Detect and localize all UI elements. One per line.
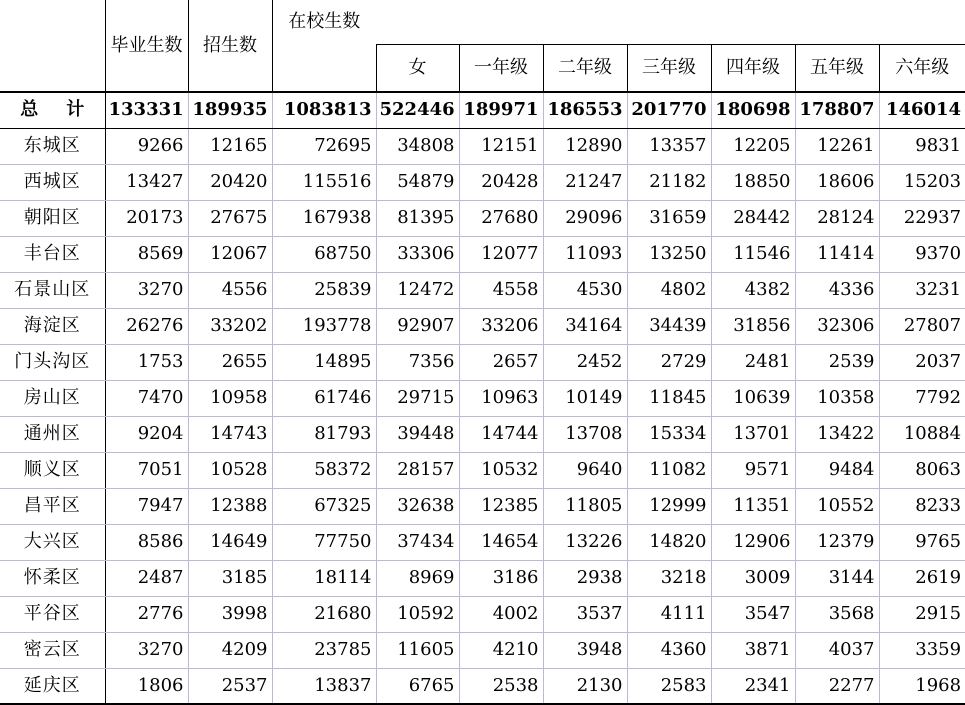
table-cell: 2729 bbox=[627, 344, 711, 380]
table-cell: 10149 bbox=[543, 380, 627, 416]
district-name: 海淀区 bbox=[0, 308, 105, 344]
table-cell: 2341 bbox=[711, 668, 795, 704]
table-cell: 4530 bbox=[543, 272, 627, 308]
district-name: 门头沟区 bbox=[0, 344, 105, 380]
table-cell: 21680 bbox=[272, 596, 376, 632]
district-name: 丰台区 bbox=[0, 236, 105, 272]
table-cell: 14820 bbox=[627, 524, 711, 560]
table-cell: 13427 bbox=[105, 164, 188, 200]
table-cell: 12472 bbox=[376, 272, 459, 308]
district-name: 平谷区 bbox=[0, 596, 105, 632]
table-cell: 14743 bbox=[188, 416, 272, 452]
table-cell: 3144 bbox=[795, 560, 879, 596]
table-cell: 2776 bbox=[105, 596, 188, 632]
table-cell: 10963 bbox=[459, 380, 543, 416]
table-cell: 81395 bbox=[376, 200, 459, 236]
table-cell: 25839 bbox=[272, 272, 376, 308]
table-row bbox=[0, 668, 965, 704]
table-cell: 18850 bbox=[711, 164, 795, 200]
table-row bbox=[0, 272, 965, 308]
table-cell: 15334 bbox=[627, 416, 711, 452]
table-cell: 11805 bbox=[543, 488, 627, 524]
table-cell: 39448 bbox=[376, 416, 459, 452]
table-cell: 3218 bbox=[627, 560, 711, 596]
table-cell: 167938 bbox=[272, 200, 376, 236]
table-cell: 2130 bbox=[543, 668, 627, 704]
table-cell: 2277 bbox=[795, 668, 879, 704]
table-cell: 3359 bbox=[879, 632, 965, 668]
table-row bbox=[0, 200, 965, 236]
table-cell: 13226 bbox=[543, 524, 627, 560]
table-cell: 11414 bbox=[795, 236, 879, 272]
table-cell: 18606 bbox=[795, 164, 879, 200]
table-cell: 9831 bbox=[879, 128, 965, 164]
table-cell: 34808 bbox=[376, 128, 459, 164]
table-cell: 4037 bbox=[795, 632, 879, 668]
table-row bbox=[0, 416, 965, 452]
header-grade4: 四年级 bbox=[711, 45, 795, 93]
table-row bbox=[0, 560, 965, 596]
total-cell: 178807 bbox=[795, 92, 879, 128]
header-graduates: 毕业生数 bbox=[105, 0, 188, 92]
table-cell: 13701 bbox=[711, 416, 795, 452]
table-cell: 12388 bbox=[188, 488, 272, 524]
table-cell: 54879 bbox=[376, 164, 459, 200]
table-cell: 12165 bbox=[188, 128, 272, 164]
header-grade5: 五年级 bbox=[795, 45, 879, 93]
table-cell: 9571 bbox=[711, 452, 795, 488]
table-cell: 8569 bbox=[105, 236, 188, 272]
district-name: 怀柔区 bbox=[0, 560, 105, 596]
table-cell: 3537 bbox=[543, 596, 627, 632]
table-cell: 11845 bbox=[627, 380, 711, 416]
table-cell: 37434 bbox=[376, 524, 459, 560]
table-row bbox=[0, 452, 965, 488]
header-grade1: 一年级 bbox=[459, 45, 543, 93]
table-cell: 10884 bbox=[879, 416, 965, 452]
table-cell: 28124 bbox=[795, 200, 879, 236]
total-cell: 189935 bbox=[188, 92, 272, 128]
table-cell: 4210 bbox=[459, 632, 543, 668]
table-cell: 33306 bbox=[376, 236, 459, 272]
header-in-school: 在校生数 bbox=[288, 11, 361, 33]
table-cell: 14654 bbox=[459, 524, 543, 560]
table-cell: 67325 bbox=[272, 488, 376, 524]
table-cell: 29096 bbox=[543, 200, 627, 236]
table-cell: 4360 bbox=[627, 632, 711, 668]
table-cell: 3270 bbox=[105, 632, 188, 668]
table-cell: 2537 bbox=[188, 668, 272, 704]
table-cell: 15203 bbox=[879, 164, 965, 200]
table-cell: 23785 bbox=[272, 632, 376, 668]
table-cell: 81793 bbox=[272, 416, 376, 452]
table-cell: 3547 bbox=[711, 596, 795, 632]
table-cell: 1753 bbox=[105, 344, 188, 380]
table-cell: 1806 bbox=[105, 668, 188, 704]
table-cell: 2487 bbox=[105, 560, 188, 596]
table-cell: 8586 bbox=[105, 524, 188, 560]
table-cell: 7470 bbox=[105, 380, 188, 416]
table-cell: 2938 bbox=[543, 560, 627, 596]
table-cell: 27680 bbox=[459, 200, 543, 236]
table-cell: 2583 bbox=[627, 668, 711, 704]
table-cell: 34164 bbox=[543, 308, 627, 344]
table-cell: 14649 bbox=[188, 524, 272, 560]
table-row bbox=[0, 128, 965, 164]
table-row bbox=[0, 488, 965, 524]
table-cell: 72695 bbox=[272, 128, 376, 164]
table-cell: 10532 bbox=[459, 452, 543, 488]
table-cell: 31659 bbox=[627, 200, 711, 236]
table-row bbox=[0, 380, 965, 416]
table-cell: 193778 bbox=[272, 308, 376, 344]
table-cell: 12999 bbox=[627, 488, 711, 524]
header-group-spacer bbox=[376, 0, 965, 45]
table-row bbox=[0, 524, 965, 560]
header-female: 女 bbox=[376, 45, 459, 93]
table-cell: 3871 bbox=[711, 632, 795, 668]
table-cell: 7051 bbox=[105, 452, 188, 488]
table-cell: 3231 bbox=[879, 272, 965, 308]
table-cell: 2538 bbox=[459, 668, 543, 704]
table-cell: 68750 bbox=[272, 236, 376, 272]
district-name: 房山区 bbox=[0, 380, 105, 416]
table-cell: 11093 bbox=[543, 236, 627, 272]
table-cell: 20173 bbox=[105, 200, 188, 236]
table-cell: 92907 bbox=[376, 308, 459, 344]
total-label-cell bbox=[0, 92, 105, 128]
table-cell: 33202 bbox=[188, 308, 272, 344]
table-cell: 8063 bbox=[879, 452, 965, 488]
table-cell: 12906 bbox=[711, 524, 795, 560]
table-cell: 2452 bbox=[543, 344, 627, 380]
table-cell: 3998 bbox=[188, 596, 272, 632]
table-cell: 14895 bbox=[272, 344, 376, 380]
total-cell: 522446 bbox=[376, 92, 459, 128]
table-cell: 34439 bbox=[627, 308, 711, 344]
table-cell: 3186 bbox=[459, 560, 543, 596]
district-name: 西城区 bbox=[0, 164, 105, 200]
table-cell: 11546 bbox=[711, 236, 795, 272]
total-row bbox=[0, 92, 965, 128]
total-cell: 1083813 bbox=[272, 92, 376, 128]
table-cell: 10958 bbox=[188, 380, 272, 416]
table-cell: 4002 bbox=[459, 596, 543, 632]
table-cell: 12151 bbox=[459, 128, 543, 164]
table-cell: 7792 bbox=[879, 380, 965, 416]
table-cell: 10639 bbox=[711, 380, 795, 416]
table-cell: 13357 bbox=[627, 128, 711, 164]
table-cell: 6765 bbox=[376, 668, 459, 704]
table-cell: 31856 bbox=[711, 308, 795, 344]
table-cell: 21247 bbox=[543, 164, 627, 200]
table-body bbox=[0, 92, 965, 704]
table-cell: 2481 bbox=[711, 344, 795, 380]
table-cell: 4111 bbox=[627, 596, 711, 632]
corner-cell bbox=[0, 0, 105, 92]
table-cell: 61746 bbox=[272, 380, 376, 416]
table-cell: 11351 bbox=[711, 488, 795, 524]
table-cell: 14744 bbox=[459, 416, 543, 452]
table-cell: 7947 bbox=[105, 488, 188, 524]
table-cell: 8233 bbox=[879, 488, 965, 524]
table-cell: 12890 bbox=[543, 128, 627, 164]
table-cell: 9640 bbox=[543, 452, 627, 488]
table-cell: 9765 bbox=[879, 524, 965, 560]
district-name: 东城区 bbox=[0, 128, 105, 164]
total-cell: 146014 bbox=[879, 92, 965, 128]
table-cell: 11605 bbox=[376, 632, 459, 668]
table-cell: 13708 bbox=[543, 416, 627, 452]
table-cell: 3270 bbox=[105, 272, 188, 308]
total-label: 总 计 bbox=[20, 99, 85, 121]
table-cell: 12385 bbox=[459, 488, 543, 524]
table-row bbox=[0, 596, 965, 632]
table-cell: 11082 bbox=[627, 452, 711, 488]
total-cell: 189971 bbox=[459, 92, 543, 128]
total-cell: 133331 bbox=[105, 92, 188, 128]
table-cell: 4802 bbox=[627, 272, 711, 308]
table-cell: 1968 bbox=[879, 668, 965, 704]
table-cell: 4209 bbox=[188, 632, 272, 668]
table-cell: 77750 bbox=[272, 524, 376, 560]
table-row bbox=[0, 308, 965, 344]
table-cell: 3009 bbox=[711, 560, 795, 596]
total-cell: 186553 bbox=[543, 92, 627, 128]
table-cell: 2619 bbox=[879, 560, 965, 596]
table-cell: 21182 bbox=[627, 164, 711, 200]
total-cell: 201770 bbox=[627, 92, 711, 128]
district-name: 延庆区 bbox=[0, 668, 105, 704]
table-cell: 3568 bbox=[795, 596, 879, 632]
table-cell: 13250 bbox=[627, 236, 711, 272]
table-cell: 2037 bbox=[879, 344, 965, 380]
header-grade2: 二年级 bbox=[543, 45, 627, 93]
table-cell: 20420 bbox=[188, 164, 272, 200]
table-cell: 12261 bbox=[795, 128, 879, 164]
table-cell: 10592 bbox=[376, 596, 459, 632]
table-cell: 4336 bbox=[795, 272, 879, 308]
table-cell: 26276 bbox=[105, 308, 188, 344]
total-cell: 180698 bbox=[711, 92, 795, 128]
district-name: 朝阳区 bbox=[0, 200, 105, 236]
table-cell: 12077 bbox=[459, 236, 543, 272]
table-cell: 32306 bbox=[795, 308, 879, 344]
table-cell: 33206 bbox=[459, 308, 543, 344]
table-cell: 8969 bbox=[376, 560, 459, 596]
table-cell: 4558 bbox=[459, 272, 543, 308]
table-cell: 13837 bbox=[272, 668, 376, 704]
table-cell: 13422 bbox=[795, 416, 879, 452]
table-cell: 18114 bbox=[272, 560, 376, 596]
table-cell: 7356 bbox=[376, 344, 459, 380]
table-cell: 10552 bbox=[795, 488, 879, 524]
table-cell: 12379 bbox=[795, 524, 879, 560]
table-cell: 4382 bbox=[711, 272, 795, 308]
table-row bbox=[0, 164, 965, 200]
table-cell: 27807 bbox=[879, 308, 965, 344]
table-cell: 29715 bbox=[376, 380, 459, 416]
table-cell: 4556 bbox=[188, 272, 272, 308]
district-name: 密云区 bbox=[0, 632, 105, 668]
table-cell: 9370 bbox=[879, 236, 965, 272]
table-cell: 10358 bbox=[795, 380, 879, 416]
table-cell: 28442 bbox=[711, 200, 795, 236]
table-cell: 2655 bbox=[188, 344, 272, 380]
header-in-school-spacer bbox=[272, 45, 376, 93]
table-cell: 12205 bbox=[711, 128, 795, 164]
table-row bbox=[0, 236, 965, 272]
table-cell: 32638 bbox=[376, 488, 459, 524]
table-cell: 22937 bbox=[879, 200, 965, 236]
table-cell: 2657 bbox=[459, 344, 543, 380]
header-grade6: 六年级 bbox=[879, 45, 965, 93]
table-cell: 2539 bbox=[795, 344, 879, 380]
district-name: 顺义区 bbox=[0, 452, 105, 488]
table-cell: 9484 bbox=[795, 452, 879, 488]
district-name: 昌平区 bbox=[0, 488, 105, 524]
table-row bbox=[0, 632, 965, 668]
table-cell: 9204 bbox=[105, 416, 188, 452]
header-grade3: 三年级 bbox=[627, 45, 711, 93]
table-cell: 3948 bbox=[543, 632, 627, 668]
table-cell: 10528 bbox=[188, 452, 272, 488]
table-cell: 28157 bbox=[376, 452, 459, 488]
table-cell: 12067 bbox=[188, 236, 272, 272]
table-cell: 20428 bbox=[459, 164, 543, 200]
district-name: 石景山区 bbox=[0, 272, 105, 308]
table-cell: 9266 bbox=[105, 128, 188, 164]
header-enrollment: 招生数 bbox=[188, 0, 272, 92]
table-cell: 58372 bbox=[272, 452, 376, 488]
table-cell: 3185 bbox=[188, 560, 272, 596]
table-header bbox=[0, 0, 965, 92]
district-name: 通州区 bbox=[0, 416, 105, 452]
district-name: 大兴区 bbox=[0, 524, 105, 560]
table-row bbox=[0, 344, 965, 380]
table-cell: 27675 bbox=[188, 200, 272, 236]
table-cell: 115516 bbox=[272, 164, 376, 200]
table-cell: 2915 bbox=[879, 596, 965, 632]
